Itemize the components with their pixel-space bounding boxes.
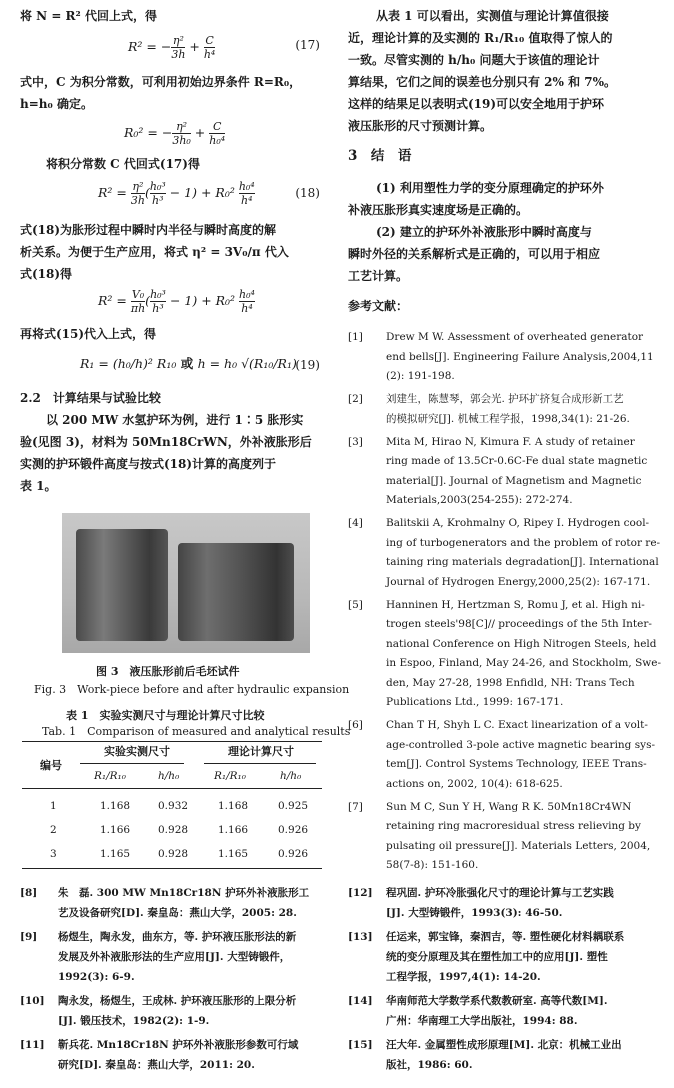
table-subhead: R₁/R₁₀	[214, 770, 246, 782]
reference-text: material[J]. Journal of Magnetism and Magnetic	[386, 474, 642, 487]
equation-c: R₀² = − $\frac{\text{η²}}{\text{3h₀}}$ + $\frac{C}{\text{h₀⁴}}$	[124, 120, 226, 147]
equation-17: R² = − $\frac{\text{η²}}{3h}$ + $\frac{C}{\text{h⁴}}$	[128, 34, 216, 61]
paragraph-line: 析关系。为便于生产应用，将式 η² = 3V₀/π 代入	[20, 245, 289, 259]
reference-text: pulsating oil pressure[J]. Materials Letters, 2004,	[386, 839, 651, 852]
paragraph-line: 实测的护环锻件高度与按式(18)计算的高度列于	[20, 457, 277, 471]
table-cell: 0.928	[158, 824, 189, 836]
reference-text: Sun M C, Sun Y H, Wang R K. 50Mn18Cr4WN	[386, 800, 632, 813]
table-group-theory: 理论计算尺寸	[228, 745, 294, 758]
paragraph-line: 再将式(15)代入上式，得	[20, 327, 157, 341]
table-subhead: R₁/R₁₀	[94, 770, 126, 782]
reference-text: 统的变分原理及其在塑性加工中的应用[J]. 塑性	[386, 951, 608, 963]
reference-text: 陶永发，杨煜生，王成林. 护环液压胀形的上限分析	[58, 995, 297, 1007]
reference-text: actions on, 2002, 10(4): 618-625.	[386, 777, 563, 790]
table-group-rule	[204, 763, 316, 764]
table-cell: 0.925	[278, 800, 309, 812]
paragraph-line: 瞬时外径的关系解析式是正确的，可以用于相应	[348, 247, 601, 261]
paragraph-line: 从表 1 可以看出，实测值与理论计算值很接	[376, 9, 609, 23]
reference-number: [8]	[20, 887, 38, 899]
paragraph-line: 以 200 MW 水氢护环为例，进行 1∶5 胀形实	[46, 413, 304, 427]
reference-text: end bells[J]. Engineering Failure Analysis,2004,11	[386, 350, 654, 363]
table-cell: 0.928	[158, 848, 189, 860]
reference-number: [2]	[348, 393, 363, 405]
reference-number: [7]	[348, 800, 363, 813]
table-bottom-rule	[22, 868, 322, 869]
paragraph-line: 验(见图 3)，材料为 50Mn18CrWN，外补液胀形后	[20, 435, 312, 449]
reference-number: [11]	[20, 1039, 45, 1051]
table-header-rule	[22, 788, 322, 789]
reference-text: Chan T H, Shyh L C. Exact linearization of a volt-	[386, 719, 648, 731]
reference-text: taining ring materials degradation[J]. International	[386, 556, 659, 568]
figure-3-photo	[62, 513, 310, 653]
reference-text: Mita M, Hirao N, Kimura F. A study of retainer	[386, 435, 635, 448]
paragraph-line: 近，理论计算的及实测的 R₁/R₁₀ 值取得了惊人的	[348, 31, 613, 45]
reference-text: tem[J]. Control Systems Technology, IEEE Trans-	[386, 758, 647, 770]
reference-text: Balitskii A, Krohmalny O, Ripey I. Hydrogen cool-	[386, 517, 650, 529]
paragraph-line: 式(18)得	[20, 267, 73, 281]
section-heading-2-2: 2.2 计算结果与试验比较	[20, 391, 161, 405]
reference-text: 任运来，郭宝锋，秦泗吉，等. 塑性硬化材料耦联系	[386, 931, 625, 943]
reference-number: [9]	[20, 931, 38, 943]
table-cell: 0.932	[158, 800, 189, 812]
paragraph-line: 液压胀形的尺寸预测计算。	[348, 119, 493, 133]
reference-number: [4]	[348, 517, 363, 529]
reference-text: 版社，1986: 60.	[386, 1059, 473, 1071]
equation-number-19: (19)	[295, 358, 320, 372]
paragraph-line: 表 1。	[20, 479, 57, 493]
reference-text: 艺及设备研究[D]. 秦皇岛：燕山大学，2005: 28.	[58, 907, 297, 919]
table-caption-cn: 表 1 实验实测尺寸与理论计算尺寸比较	[66, 709, 265, 722]
reference-text: age-controlled 3-pole active magnetic bearing sys-	[386, 738, 656, 751]
figure-caption-en: Fig. 3 Work-piece before and after hydraulic expansion	[34, 683, 350, 696]
reference-text: [J]. 大型铸锻件，1993(3): 46-50.	[386, 907, 563, 919]
table-caption-en: Tab. 1 Comparison of measured and analytical results	[42, 725, 351, 738]
table-cell: 0.926	[278, 824, 309, 836]
table-cell: 0.926	[278, 848, 309, 860]
reference-text: retaining ring macroresidual stress relieving by	[386, 820, 641, 832]
reference-text: in Espoo, Finland, May 24-26, and Stockholm, Swe-	[386, 657, 662, 669]
reference-text: ring made of 13.5Cr-0.6C-Fe dual state magnetic	[386, 455, 648, 467]
reference-text: 杨煜生，陶永发，曲东方，等. 护环液压胀形法的新	[58, 931, 297, 943]
table-col-id: 编号	[40, 759, 62, 772]
equation-number-17: (17)	[295, 38, 320, 52]
reference-text: [J]. 锻压技术，1982(2): 1-9.	[58, 1015, 210, 1027]
reference-text: trogen steels'98[C]// proceedings of the 5th Inter-	[386, 618, 652, 630]
reference-text: den, May 27-28, 1998 Enfidld, NH: Trans Tech	[386, 676, 635, 689]
paragraph-line: 算结果，它们之间的误差也分别只有 2% 和 7%。	[348, 75, 617, 89]
reference-text: Journal of Hydrogen Energy,2000,25(2): 167-171.	[386, 575, 651, 588]
reference-text: 程巩固. 护环冷胀强化尺寸的理论计算与工艺实践	[386, 887, 614, 899]
reference-text: Publications Ltd., 1999: 167-171.	[386, 696, 564, 708]
reference-text: 工程学报，1997,4(1): 14-20.	[386, 971, 541, 983]
reference-number: [14]	[348, 995, 373, 1007]
reference-text: (2): 191-198.	[386, 370, 455, 382]
equation-18: R² = $\frac{\text{η²}}{3h}$ ( $\frac{\text{h₀³}}{\text{h³}}$ − 1) + R₀² $\frac{\text{h₀⁴}}{\text{h⁴}}$	[98, 180, 255, 207]
reference-text: 刘建生，陈慧琴，郭会光. 护环扩挤复合成形新工艺	[386, 393, 624, 405]
reference-text: 58(7-8): 151-160.	[386, 859, 479, 871]
table-cell-id: 1	[50, 800, 57, 812]
table-cell: 1.166	[218, 824, 249, 836]
reference-number: [1]	[348, 331, 363, 343]
table-group-rule	[80, 763, 184, 764]
paragraph-line: h=h₀ 确定。	[20, 97, 93, 111]
reference-text: ing of turbogenerators and the problem of rotor re-	[386, 536, 661, 549]
paragraph-line: 一致。尽管实测的 h/h₀ 问题大于该值的理论计	[348, 53, 600, 67]
table-group-measured: 实验实测尺寸	[104, 745, 170, 758]
reference-text: 的模拟研究[J]. 机械工程学报，1998,34(1): 21-26.	[386, 412, 630, 425]
reference-number: [13]	[348, 931, 373, 943]
paragraph-line: (1) 利用塑性力学的变分原理确定的护环外	[376, 181, 604, 195]
reference-number: [15]	[348, 1039, 373, 1051]
workpiece-after	[178, 543, 294, 641]
reference-number: [12]	[348, 887, 373, 899]
paragraph-line: 式(18)为胀形过程中瞬时内半径与瞬时高度的解	[20, 223, 277, 237]
reference-text: Hanninen H, Hertzman S, Romu J, et al. High ni-	[386, 598, 645, 611]
reference-number: [10]	[20, 995, 45, 1007]
table-cell-id: 2	[50, 824, 57, 836]
reference-text: 广州：华南理工大学出版社，1994: 88.	[386, 1015, 578, 1027]
equation-19: R₁ = (h₀/h)² R₁₀ 或 h = h₀ √(R₁₀/R₁)	[80, 356, 297, 371]
table-cell: 1.165	[100, 848, 131, 860]
table-cell: 1.168	[100, 800, 131, 812]
reference-text: 研究[D]. 秦皇岛：燕山大学，2011: 20.	[58, 1059, 255, 1071]
reference-text: 朱 磊. 300 MW Mn18Cr18N 护环外补液胀形工	[58, 887, 310, 899]
reference-text: Materials,2003(254-255): 272-274.	[386, 494, 573, 506]
reference-number: [5]	[348, 598, 363, 611]
references-title: 参考文献：	[348, 299, 409, 313]
figure-caption-cn: 图 3 液压胀形前后毛坯试件	[96, 665, 240, 678]
reference-text: 1992(3): 6-9.	[58, 971, 135, 983]
reference-text: 汪大年. 金属塑性成形原理[M]. 北京：机械工业出	[386, 1039, 622, 1051]
table-cell: 1.165	[218, 848, 249, 860]
table-cell: 1.168	[218, 800, 249, 812]
paragraph-line: (2) 建立的护环外补液胀形中瞬时高度与	[376, 225, 592, 239]
reference-number: [3]	[348, 435, 363, 448]
workpiece-before	[76, 529, 168, 641]
paragraph-line: 式中，C 为积分常数，可利用初始边界条件 R=R₀，	[20, 75, 302, 89]
reference-text: 靳兵花. Mn18Cr18N 护环外补液胀形参数可行域	[58, 1039, 299, 1051]
paragraph-line: 将积分常数 C 代回式(17)得	[46, 157, 200, 171]
table-cell: 1.166	[100, 824, 131, 836]
section-heading-3: 3 结 语	[348, 148, 412, 164]
table-cell-id: 3	[50, 848, 57, 860]
equation-number-18: (18)	[295, 186, 320, 200]
table-subhead: h/h₀	[158, 770, 180, 782]
intro-text: 将 N = R² 代回上式，得	[20, 9, 157, 23]
reference-number: [6]	[348, 719, 363, 731]
equation-substituted: R² = $\frac{\text{V₀}}{\pi h}$ ( $\frac{\text{h₀³}}{\text{h³}}$ − 1) + R₀² $\frac{\text{h₀⁴}}{\text{h⁴}}$	[98, 288, 255, 315]
paragraph-line: 补液压胀形真实速度场是正确的。	[348, 203, 529, 217]
reference-text: Drew M W. Assessment of overheated generator	[386, 331, 644, 343]
reference-text: 华南师范大学数学系代数教研室. 高等代数[M].	[386, 995, 608, 1007]
table-subhead: h/h₀	[280, 770, 302, 782]
paragraph-line: 这样的结果足以表明式(19)可以安全地用于护环	[348, 97, 605, 111]
paragraph-line: 工艺计算。	[348, 269, 409, 283]
reference-text: national Conference on High Nitrogen Steels, held	[386, 637, 657, 650]
reference-text: 发展及外补液胀形法的生产应用[J]. 大型铸锻件，	[58, 951, 291, 963]
